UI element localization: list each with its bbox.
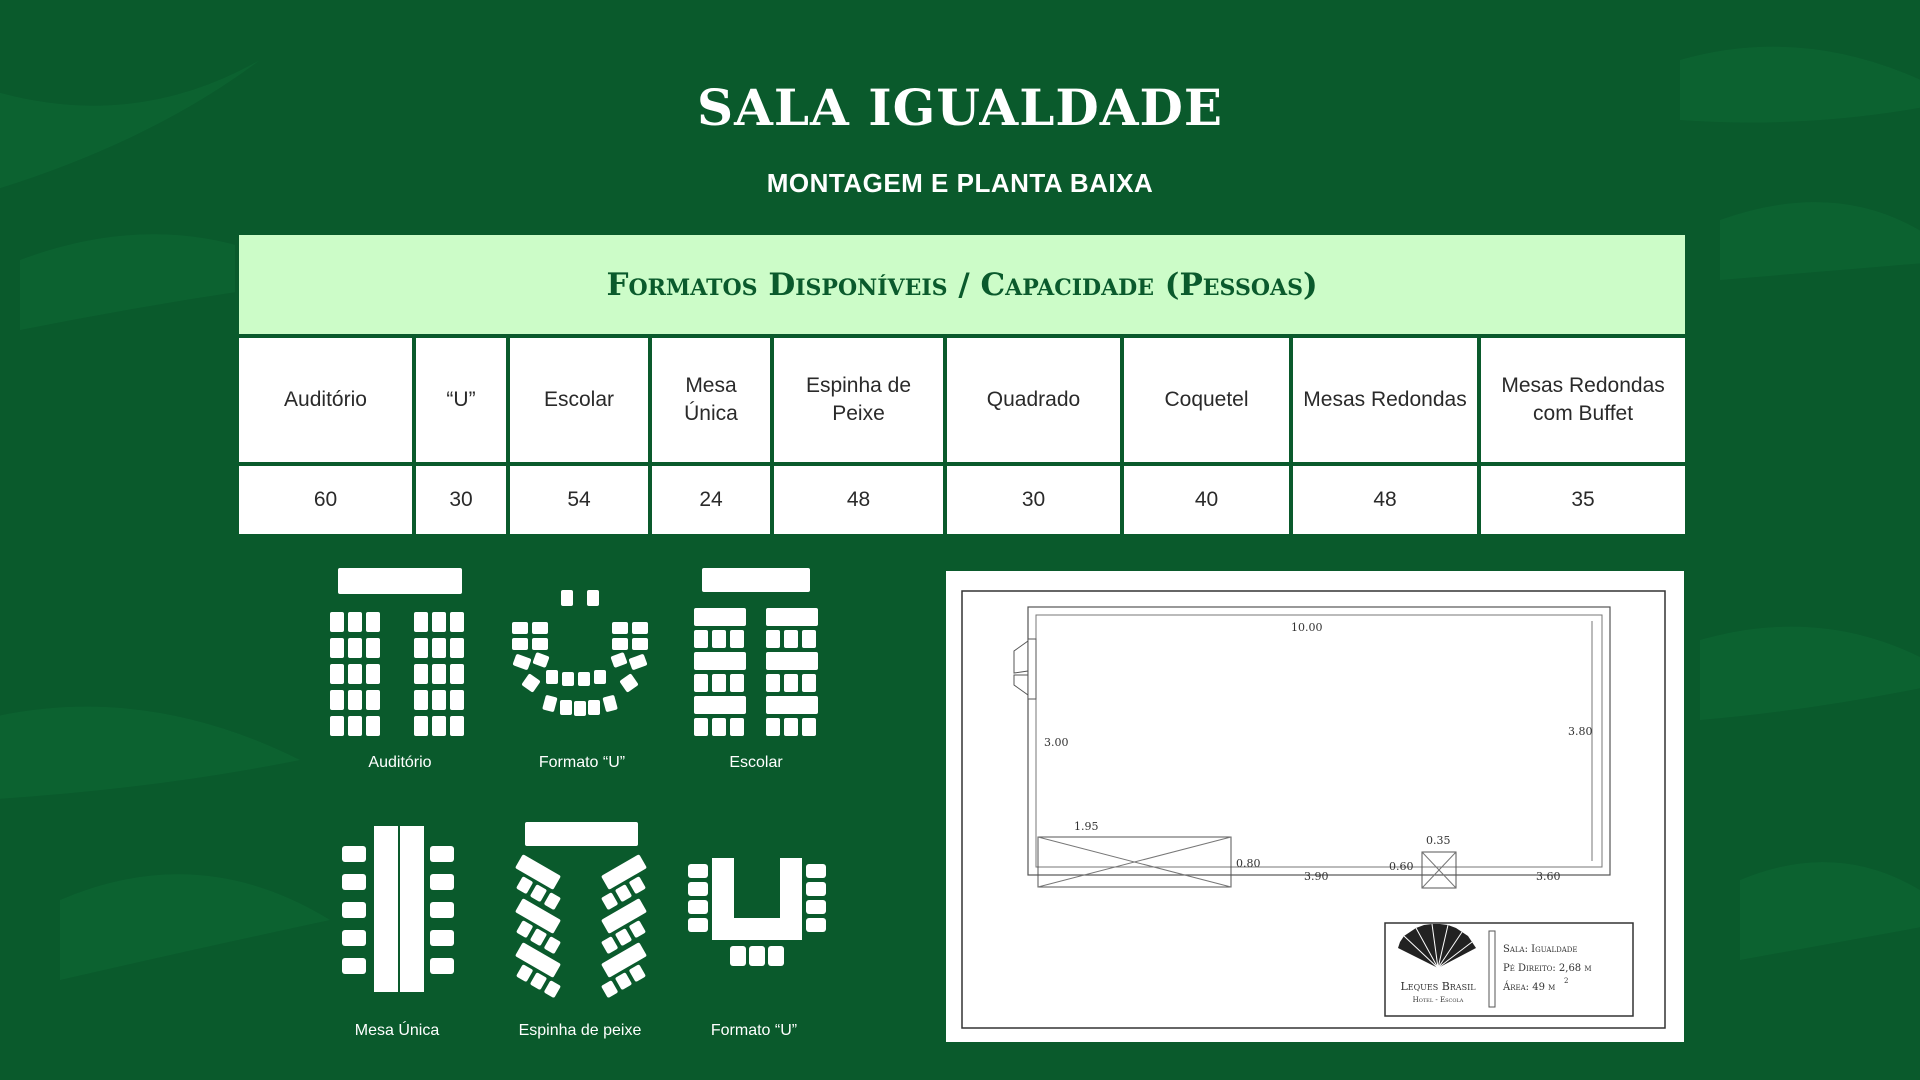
format-names-row <box>237 336 1687 464</box>
dim-d3: 3.90 <box>1304 870 1329 883</box>
format-name: Mesa Única <box>650 336 772 464</box>
mesa-unica-caption: Mesa Única <box>354 1022 440 1039</box>
dim-height-left: 3.00 <box>1044 736 1069 749</box>
page-subtitle: MONTAGEM E PLANTA BAIXA <box>766 168 1154 198</box>
format-name: Mesas Redondas <box>1291 336 1479 464</box>
format-name: Quadrado <box>945 336 1122 464</box>
dim-d1: 1.95 <box>1074 820 1099 833</box>
capacity-value: 30 <box>414 464 508 536</box>
floor-plan-drawing <box>946 571 1684 1042</box>
capacity-table-heading: Formatos Disponíveis / Capacidade (Pessoas) <box>237 233 1687 336</box>
capacity-value: 60 <box>237 464 414 536</box>
single-table-layout-icon <box>340 826 456 994</box>
capacity-value: 30 <box>945 464 1122 536</box>
layout-icons <box>300 560 860 1070</box>
info-area: Área: 49 m <box>1503 982 1556 993</box>
page-title: SALA IGUALDADE <box>697 78 1223 137</box>
floor-plan <box>946 571 1684 1042</box>
capacity-value: 35 <box>1479 464 1687 536</box>
format-name: Coquetel <box>1122 336 1291 464</box>
u-table-layout-icon <box>688 858 828 970</box>
capacity-value: 24 <box>650 464 772 536</box>
formato-u-2-caption: Formato “U” <box>710 1022 798 1039</box>
format-name: Auditório <box>237 336 414 464</box>
dim-d4: 0.35 <box>1426 834 1451 847</box>
dim-height-right: 3.80 <box>1568 725 1593 738</box>
capacity-value: 48 <box>772 464 945 536</box>
auditorio-caption: Auditório <box>368 754 432 771</box>
espinha-caption: Espinha de peixe <box>518 1022 642 1039</box>
fan-logo-icon <box>1398 924 1476 968</box>
format-name: “U” <box>414 336 508 464</box>
capacity-values-row <box>237 464 1687 536</box>
capacity-table <box>235 231 1689 538</box>
info-room: Sala: Igualdade <box>1503 944 1578 955</box>
dim-d5: 0.60 <box>1389 860 1414 873</box>
format-name: Escolar <box>508 336 650 464</box>
capacity-value: 40 <box>1122 464 1291 536</box>
capacity-value: 54 <box>508 464 650 536</box>
dim-d6: 3.60 <box>1536 870 1561 883</box>
brand-sub: Hotel - Escola <box>1412 996 1464 1004</box>
escolar-caption: Escolar <box>729 754 783 771</box>
u-shape-layout-icon <box>510 590 650 730</box>
info-height: Pé Direito: 2,68 m <box>1503 963 1592 974</box>
format-name: Espinha de Peixe <box>772 336 945 464</box>
brand-name: Leques Brasil <box>1400 980 1476 993</box>
info-area-sup: 2 <box>1564 977 1569 985</box>
classroom-layout-icon <box>694 568 822 748</box>
format-name: Mesas Redondas com Buffet <box>1479 336 1687 464</box>
capacity-value: 48 <box>1291 464 1479 536</box>
herringbone-layout-icon <box>510 822 652 1002</box>
formato-u-caption: Formato “U” <box>538 754 626 771</box>
dim-width-top: 10.00 <box>1291 621 1323 634</box>
auditorium-layout-icon <box>330 568 470 748</box>
dim-d2: 0.80 <box>1236 857 1261 870</box>
